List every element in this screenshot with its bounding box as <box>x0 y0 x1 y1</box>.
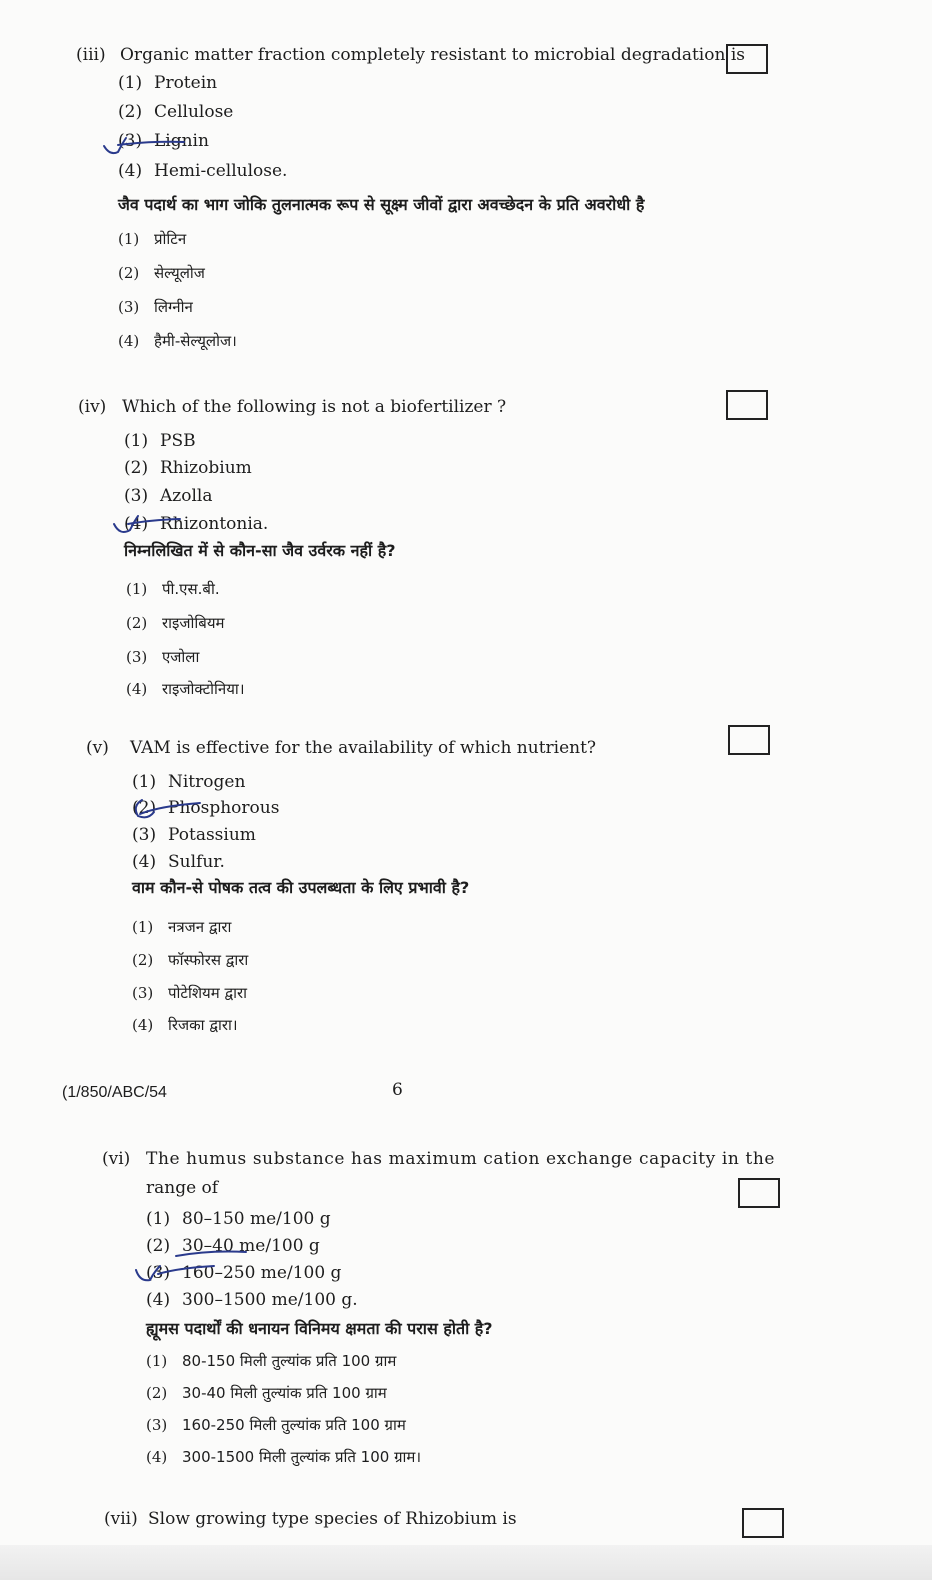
option-v-hindi-1: (1) नत्रजन द्वारा <box>132 918 232 936</box>
option-v-hindi-3: (3) पोटेशियम द्वारा <box>132 984 248 1002</box>
answer-box-iv[interactable] <box>726 390 768 420</box>
question-iii-hindi: जैव पदार्थ का भाग जोकि तुलनात्मक रूप से सूक्ष्म जीवों द्वारा अवच्छेदन के प्रति अवरोधी है <box>118 195 645 214</box>
option-vi-3: (3) 160–250 me/100 g <box>146 1263 342 1283</box>
option-iv-1: (1) PSB <box>124 431 196 451</box>
option-vi-hindi-3: (3) 160-250 मिली तुल्यांक प्रति 100 ग्राम <box>146 1416 406 1434</box>
question-text: VAM is effective for the availability of which nutrient? <box>130 738 597 758</box>
bottom-edge <box>0 1545 932 1580</box>
question-text: The humus substance has maximum cation exchange capacity in the <box>146 1149 776 1169</box>
option-iv-hindi-1: (1) पी.एस.बी. <box>126 580 220 598</box>
option-iii-hindi-2: (2) सेल्यूलोज <box>118 264 205 282</box>
answer-box-vii[interactable] <box>742 1508 784 1538</box>
question-v <box>86 737 596 759</box>
question-number: (iv) <box>78 397 107 417</box>
option-iv-3: (3) Azolla <box>124 486 213 506</box>
question-text: Organic matter fraction completely resistant to microbial degradation is <box>120 45 745 65</box>
question-vii <box>104 1508 517 1530</box>
question-iv <box>78 396 506 418</box>
question-text: Which of the following is not a biofertilizer ? <box>122 397 507 417</box>
question-iii <box>76 44 745 66</box>
option-iv-hindi-2: (2) राइजोबियम <box>126 614 225 632</box>
option-iv-4: (4) Rhizontonia. <box>124 514 269 534</box>
option-iii-3: (3) Lignin <box>118 131 209 151</box>
question-number: (iii) <box>76 45 106 65</box>
option-vi-4: (4) 300–1500 me/100 g. <box>146 1290 358 1310</box>
question-vi-hindi: ह्यूमस पदार्थों की धनायन विनिमय क्षमता की परास होती है? <box>146 1319 493 1338</box>
option-iii-hindi-3: (3) लिग्नीन <box>118 298 193 316</box>
option-v-hindi-4: (4) रिजका द्वारा। <box>132 1016 238 1034</box>
option-iii-hindi-4: (4) हैमी-सेल्यूलोज। <box>118 332 237 350</box>
option-iii-1: (1) Protein <box>118 73 218 93</box>
option-vi-hindi-2: (2) 30-40 मिली तुल्यांक प्रति 100 ग्राम <box>146 1384 387 1402</box>
answer-box-v[interactable] <box>728 725 770 755</box>
question-iv-hindi: निम्नलिखित में से कौन-सा जैव उर्वरक नहीं है? <box>124 541 396 560</box>
option-vi-1: (1) 80–150 me/100 g <box>146 1209 331 1229</box>
option-v-1: (1) Nitrogen <box>132 772 246 792</box>
option-v-2: (2) Phosphorous <box>132 798 280 818</box>
question-number: (vii) <box>104 1509 138 1529</box>
option-vi-hindi-4: (4) 300-1500 मिली तुल्यांक प्रति 100 ग्राम। <box>146 1448 422 1466</box>
option-iv-hindi-3: (3) एजोला <box>126 648 200 666</box>
option-iv-2: (2) Rhizobium <box>124 458 252 478</box>
option-iii-2: (2) Cellulose <box>118 102 234 122</box>
option-iii-hindi-1: (1) प्रोटिन <box>118 230 187 248</box>
question-vi-line2: range of <box>146 1178 219 1198</box>
question-vi <box>102 1148 775 1170</box>
question-text: Slow growing type species of Rhizobium is <box>148 1509 517 1529</box>
question-number: (vi) <box>102 1149 131 1169</box>
option-v-3: (3) Potassium <box>132 825 256 845</box>
option-vi-2: (2) 30–40 me/100 g <box>146 1236 320 1256</box>
option-vi-hindi-1: (1) 80-150 मिली तुल्यांक प्रति 100 ग्राम <box>146 1352 397 1370</box>
option-v-hindi-2: (2) फॉस्फोरस द्वारा <box>132 951 249 969</box>
option-iii-4: (4) Hemi-cellulose. <box>118 161 288 181</box>
answer-box-vi[interactable] <box>738 1178 780 1208</box>
option-v-4: (4) Sulfur. <box>132 852 225 872</box>
question-v-hindi: वाम कौन-से पोषक तत्व की उपलब्धता के लिए प्रभावी है? <box>132 878 470 897</box>
paper-code: (1/850/ABC/54 <box>62 1084 167 1101</box>
page-number: 6 <box>392 1080 403 1100</box>
option-iv-hindi-4: (4) राइजोक्टोनिया। <box>126 680 245 698</box>
answer-box-iii[interactable] <box>726 44 768 74</box>
question-number: (v) <box>86 738 109 758</box>
